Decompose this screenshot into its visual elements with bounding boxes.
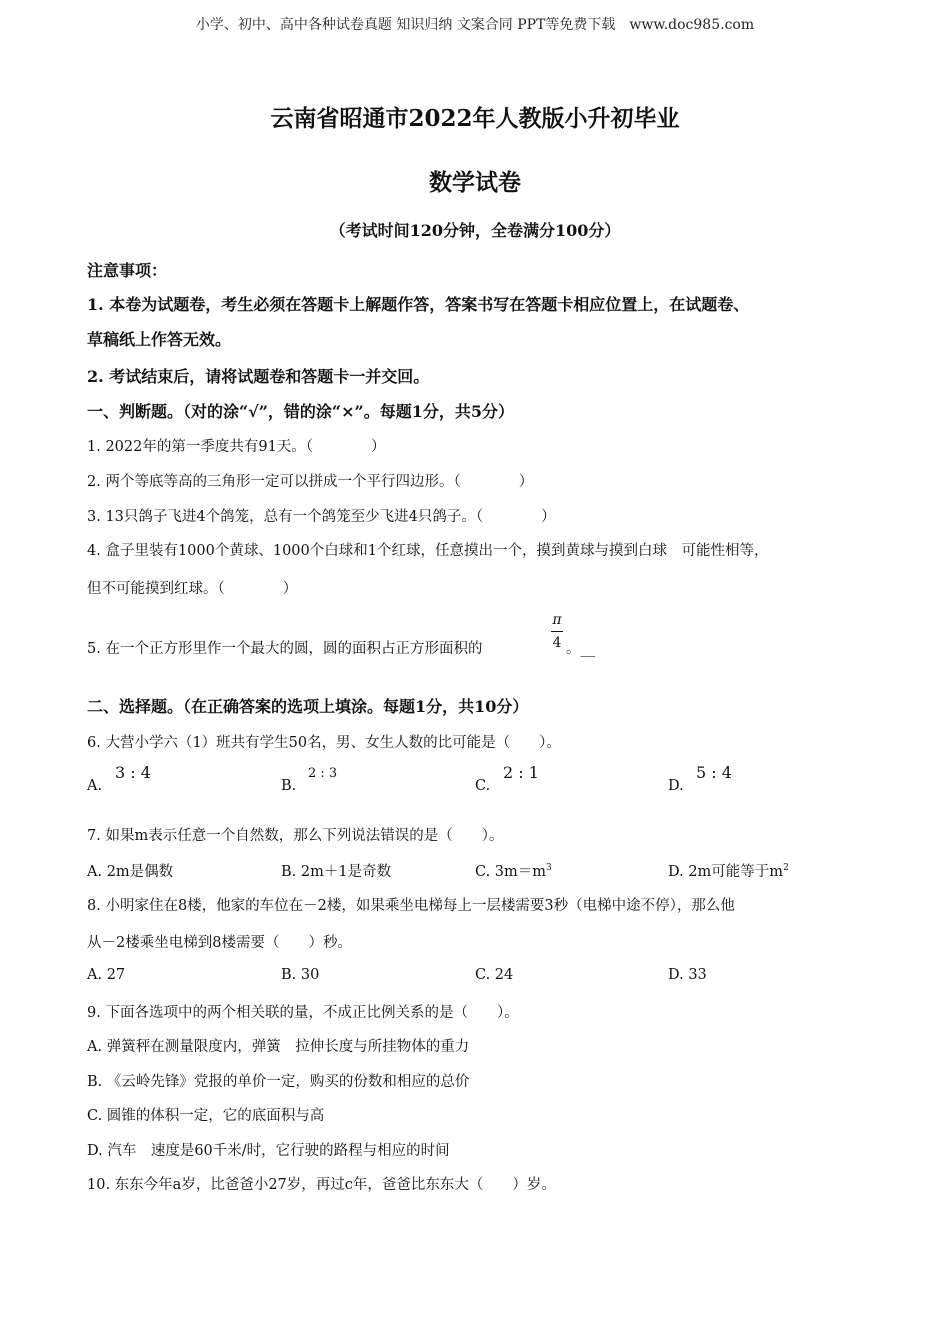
question-5-text: 5. 在一个正方形里作一个最大的圆，圆的面积占正方形面积的 [87,641,483,657]
q9-option-d: D. 汽车 速度是60千米/时，它行驶的路程与相应的时间 [87,1143,450,1159]
q9-option-a: A. 弹簧秤在测量限度内，弹簧 拉伸长度与所挂物体的重力 [87,1039,470,1055]
fraction-numerator: π [552,612,562,628]
q7-option-d-text: D. 2m可能等于m [668,864,784,880]
question-4-line-1: 4. 盒子里装有1000个黄球、1000个白球和1个红球，任意摸出一个，摸到黄球与摸到白球 可能性相等， [87,543,769,559]
q6-option-b-letter: B. [281,778,297,794]
q9-option-b: B. 《云岭先锋》党报的单价一定，购买的份数和相应的总价 [87,1074,470,1090]
q6-option-c-value: 2 : 1 [503,763,539,782]
question-8-line-2: 从－2楼乘坐电梯到8楼需要（ ）秒。 [87,935,352,951]
q7-option-c [475,860,552,881]
q6-option-d-letter: D. [668,778,684,794]
q6-option-a-letter: A. [87,778,103,794]
q7-option-c-exponent: 3 [546,863,552,874]
question-10: 10. 东东今年a岁，比爸爸小27岁，再过c年，爸爸比东东大（ ）岁。 [87,1177,556,1193]
q8-option-a: A. 27 [87,967,126,983]
section-1-heading: 一、判断题。（对的涂“√”，错的涂“×”。每题1分，共5分） [87,402,515,421]
question-5-blank: 。__ [566,641,595,657]
q7-option-d [668,860,789,881]
pi-over-4-fraction [548,612,566,651]
question-9: 9. 下面各选项中的两个相关联的量，不成正比例关系的是（ ）。 [87,1005,519,1021]
q9-option-c: C. 圆锥的体积一定，它的底面积与高 [87,1108,325,1124]
q7-option-d-exponent: 2 [783,863,789,874]
note-2: 2. 考试结束后，请将试题卷和答题卡一并交回。 [87,367,430,386]
note-1-line-2: 草稿纸上作答无效。 [87,330,232,349]
question-5 [87,637,482,658]
exam-title: 云南省昭通市2022年人教版小升初毕业 [270,105,680,132]
q6-option-a-value: 3 : 4 [115,763,151,782]
exam-info: （考试时间120分钟，全卷满分100分） [329,221,621,240]
section-2-heading: 二、选择题。（在正确答案的选项上填涂。每题1分，共10分） [87,697,529,716]
q8-option-c: C. 24 [475,967,514,983]
q7-option-c-text: C. 3m＝m [475,864,547,880]
header-text: 小学、初中、高中各种试卷真题 知识归纳 文案合同 PPT等免费下载 [195,17,616,33]
question-6: 6. 大营小学六（1）班共有学生50名，男、女生人数的比可能是（ ）。 [87,735,561,751]
fraction-denominator: 4 [552,635,562,651]
page-header [0,14,950,34]
q8-option-d: D. 33 [668,967,707,983]
q6-option-b-value: 2 : 3 [308,766,338,781]
notes-heading: 注意事项： [87,261,168,280]
question-3: 3. 13只鸽子飞进4个鸽笼，总有一个鸽笼至少飞进4只鸽子。（ ） [87,509,556,525]
question-8-line-1: 8. 小明家住在8楼，他家的车位在－2楼，如果乘坐电梯每上一层楼需要3秒（电梯中途不停），那么他 [87,898,735,914]
q7-option-b: B. 2m＋1是奇数 [281,864,392,880]
q6-option-c-letter: C. [475,778,491,794]
question-1: 1. 2022年的第一季度共有91天。（ ） [87,439,386,455]
q6-option-d-value: 5 : 4 [696,763,732,782]
note-1-line-1: 1. 本卷为试题卷，考生必须在答题卡上解题作答，答案书写在答题卡相应位置上，在试题卷、 [87,295,750,314]
q7-option-a: A. 2m是偶数 [87,864,174,880]
question-4-line-2: 但不可能摸到红球。（ ） [87,581,298,597]
exam-subtitle: 数学试卷 [429,169,521,196]
question-7: 7. 如果m表示任意一个自然数，那么下列说法错误的是（ ）。 [87,828,504,844]
question-2: 2. 两个等底等高的三角形一定可以拼成一个平行四边形。（ ） [87,474,534,490]
q8-option-b: B. 30 [281,967,320,983]
fraction-bar [551,631,563,632]
header-site-link[interactable]: www.doc985.com [629,17,755,33]
